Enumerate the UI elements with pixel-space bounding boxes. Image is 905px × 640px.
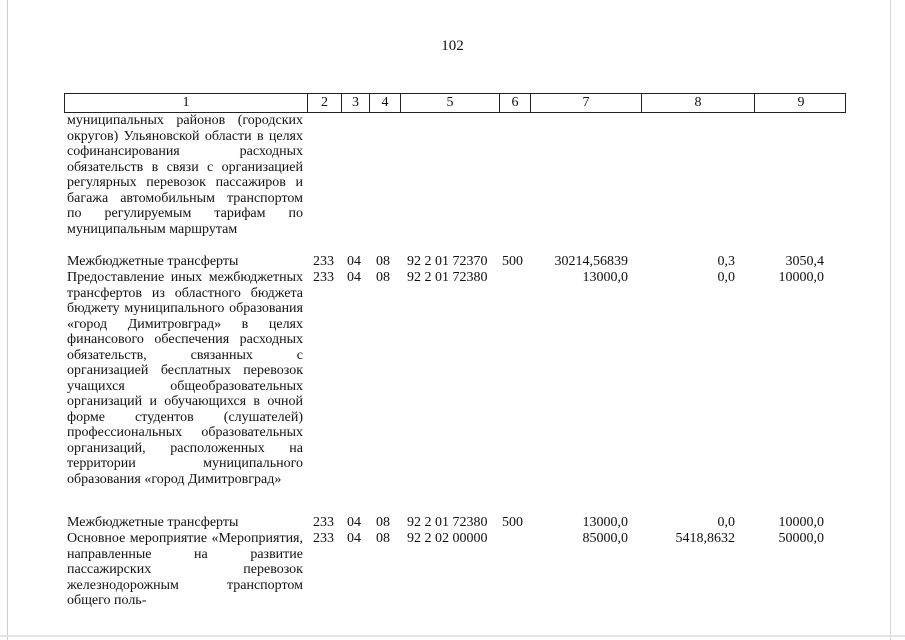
header-col-4: 4 (369, 94, 400, 112)
cell-amount-8: 0,0 (717, 515, 735, 530)
header-col-7: 7 (530, 94, 641, 112)
cell-admin-code: 233 (313, 254, 334, 269)
cell-amount-7: 85000,0 (582, 531, 628, 546)
cell-amount-7: 30214,56839 (554, 254, 628, 269)
cell-amount-8: 0,3 (717, 254, 735, 269)
cell-section: 04 (347, 270, 361, 285)
row-description: Межбюджетные трансферты (67, 254, 239, 269)
cell-subsection: 08 (376, 254, 390, 269)
cell-amount-9: 3050,4 (785, 254, 824, 269)
cell-section: 04 (347, 531, 361, 546)
cell-admin-code: 233 (313, 531, 334, 546)
cell-section: 04 (347, 254, 361, 269)
cell-subsection: 08 (376, 531, 390, 546)
cell-amount-9: 10000,0 (778, 515, 824, 530)
cell-admin-code: 233 (313, 270, 334, 285)
table-header-row (64, 93, 846, 113)
header-col-8: 8 (641, 94, 754, 112)
cell-target-article: 92 2 01 72370 (407, 254, 488, 269)
header-col-5: 5 (400, 94, 499, 112)
cell-target-article: 92 2 02 00000 (407, 531, 488, 546)
cell-subsection: 08 (376, 270, 390, 285)
cell-amount-9: 10000,0 (778, 270, 824, 285)
cell-amount-7: 13000,0 (582, 270, 628, 285)
page-number: 102 (441, 38, 464, 54)
row-description: Основное мероприятие «Мероприятия, направленные на развитие пассажирских перевозок железнодорожным транспортом общего поль- (67, 531, 303, 608)
cell-amount-9: 50000,0 (778, 531, 824, 546)
header-col-1: 1 (182, 95, 190, 110)
cell-section: 04 (347, 515, 361, 530)
cell-amount-8: 0,0 (717, 270, 735, 285)
cell-subsection: 08 (376, 515, 390, 530)
row-description: Предоставление иных межбюджетных трансфертов из областного бюджета бюджету муниципального образования «город Димитровград» в целях финансового обеспечения расходных обязательств, связанных с организацией бесплатных перевозок учащихся общеобразовательных организаций и обучающихся в очной форме студентов (слушателей) профессиональных образовательных организаций, расположенных на территории муниципального образования «город Димитровград» (67, 270, 303, 487)
cell-amount-7: 13000,0 (582, 515, 628, 530)
scan-right-edge (890, 0, 891, 640)
cell-expense-type: 500 (502, 254, 523, 269)
header-col-2: 2 (307, 94, 341, 112)
row-description: Межбюджетные трансферты (67, 515, 239, 530)
row-description: муниципальных районов (городских округов) Ульяновской области в целях софинансирования расходных обязательств в связи с организацией регулярных перевозок пассажиров и багажа автомобильным транспортом по регулируемым тарифам по муниципальным маршрутам (67, 113, 303, 237)
cell-target-article: 92 2 01 72380 (407, 515, 488, 530)
cell-amount-8: 5418,8632 (675, 531, 735, 546)
cell-admin-code: 233 (313, 515, 334, 530)
scan-left-edge (7, 0, 8, 640)
header-col-6: 6 (499, 94, 530, 112)
header-col-9: 9 (754, 94, 847, 112)
header-col-3: 3 (341, 94, 369, 112)
scan-bottom-edge (0, 635, 905, 637)
cell-expense-type: 500 (502, 515, 523, 530)
cell-target-article: 92 2 01 72380 (407, 270, 488, 285)
